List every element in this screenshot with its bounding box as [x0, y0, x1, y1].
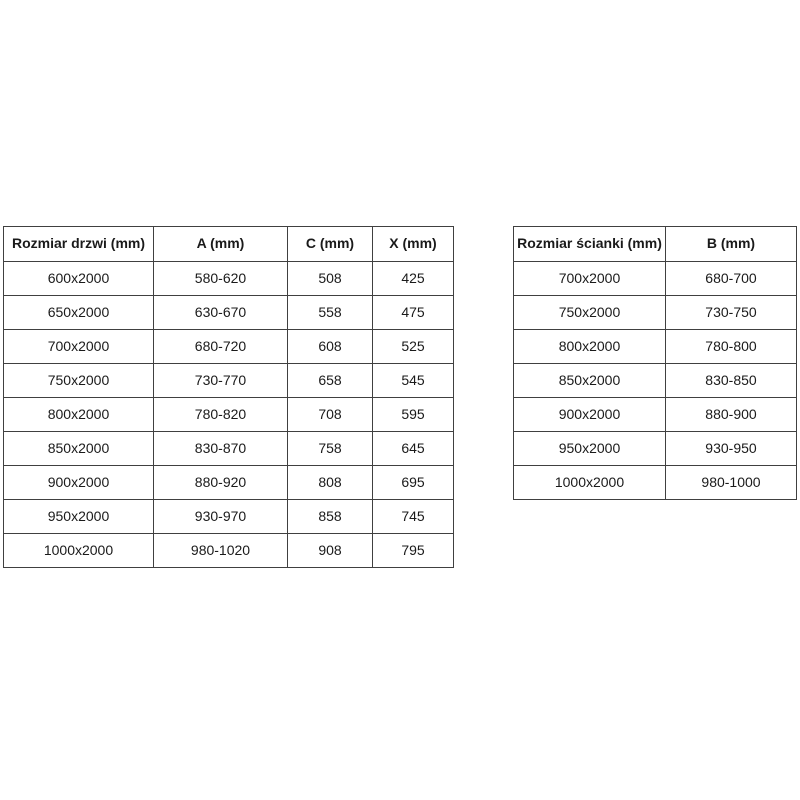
table-cell: 758 [288, 432, 373, 466]
table-cell: 545 [373, 364, 454, 398]
door-table-header-size: Rozmiar drzwi (mm) [4, 227, 154, 262]
table-cell: 850x2000 [4, 432, 154, 466]
table-cell: 750x2000 [514, 296, 666, 330]
table-row [4, 398, 454, 432]
table-cell: 645 [373, 432, 454, 466]
table-cell: 700x2000 [4, 330, 154, 364]
table-cell: 930-950 [666, 432, 797, 466]
table-row [4, 262, 454, 296]
door-sizes-table [3, 226, 454, 568]
table-cell: 508 [288, 262, 373, 296]
table-cell: 980-1000 [666, 466, 797, 500]
table-cell: 900x2000 [514, 398, 666, 432]
table-cell: 800x2000 [514, 330, 666, 364]
table-cell: 680-700 [666, 262, 797, 296]
table-row [514, 432, 797, 466]
table-cell: 1000x2000 [4, 534, 154, 568]
table-cell: 880-900 [666, 398, 797, 432]
table-cell: 950x2000 [514, 432, 666, 466]
table-cell: 1000x2000 [514, 466, 666, 500]
table-cell: 880-920 [154, 466, 288, 500]
table-cell: 795 [373, 534, 454, 568]
table-row [4, 330, 454, 364]
door-table-header-x: X (mm) [373, 227, 454, 262]
table-cell: 525 [373, 330, 454, 364]
wall-table-header-size: Rozmiar ścianki (mm) [514, 227, 666, 262]
table-cell: 630-670 [154, 296, 288, 330]
table-cell: 830-850 [666, 364, 797, 398]
wall-table-header-row [514, 227, 797, 262]
table-row [514, 330, 797, 364]
table-cell: 900x2000 [4, 466, 154, 500]
table-cell: 908 [288, 534, 373, 568]
table-row [4, 466, 454, 500]
table-cell: 558 [288, 296, 373, 330]
table-row [4, 432, 454, 466]
door-table-header-a: A (mm) [154, 227, 288, 262]
table-row [4, 500, 454, 534]
table-cell: 800x2000 [4, 398, 154, 432]
table-cell: 930-970 [154, 500, 288, 534]
table-cell: 780-800 [666, 330, 797, 364]
door-table-header-row [4, 227, 454, 262]
table-cell: 858 [288, 500, 373, 534]
table-cell: 830-870 [154, 432, 288, 466]
table-cell: 700x2000 [514, 262, 666, 296]
wall-sizes-table [513, 226, 797, 500]
table-cell: 695 [373, 466, 454, 500]
wall-table-header-b: B (mm) [666, 227, 797, 262]
table-cell: 580-620 [154, 262, 288, 296]
table-row [4, 534, 454, 568]
table-row [514, 466, 797, 500]
table-cell: 730-750 [666, 296, 797, 330]
table-cell: 808 [288, 466, 373, 500]
table-cell: 475 [373, 296, 454, 330]
table-row [514, 296, 797, 330]
table-cell: 850x2000 [514, 364, 666, 398]
table-row [514, 398, 797, 432]
table-row [4, 364, 454, 398]
table-cell: 750x2000 [4, 364, 154, 398]
table-cell: 950x2000 [4, 500, 154, 534]
table-cell: 595 [373, 398, 454, 432]
table-row [4, 296, 454, 330]
table-cell: 650x2000 [4, 296, 154, 330]
door-table-header-c: C (mm) [288, 227, 373, 262]
table-cell: 425 [373, 262, 454, 296]
table-cell: 780-820 [154, 398, 288, 432]
table-row [514, 262, 797, 296]
table-cell: 708 [288, 398, 373, 432]
table-cell: 680-720 [154, 330, 288, 364]
table-cell: 658 [288, 364, 373, 398]
table-row [514, 364, 797, 398]
table-cell: 600x2000 [4, 262, 154, 296]
table-cell: 730-770 [154, 364, 288, 398]
table-cell: 608 [288, 330, 373, 364]
table-cell: 745 [373, 500, 454, 534]
table-cell: 980-1020 [154, 534, 288, 568]
